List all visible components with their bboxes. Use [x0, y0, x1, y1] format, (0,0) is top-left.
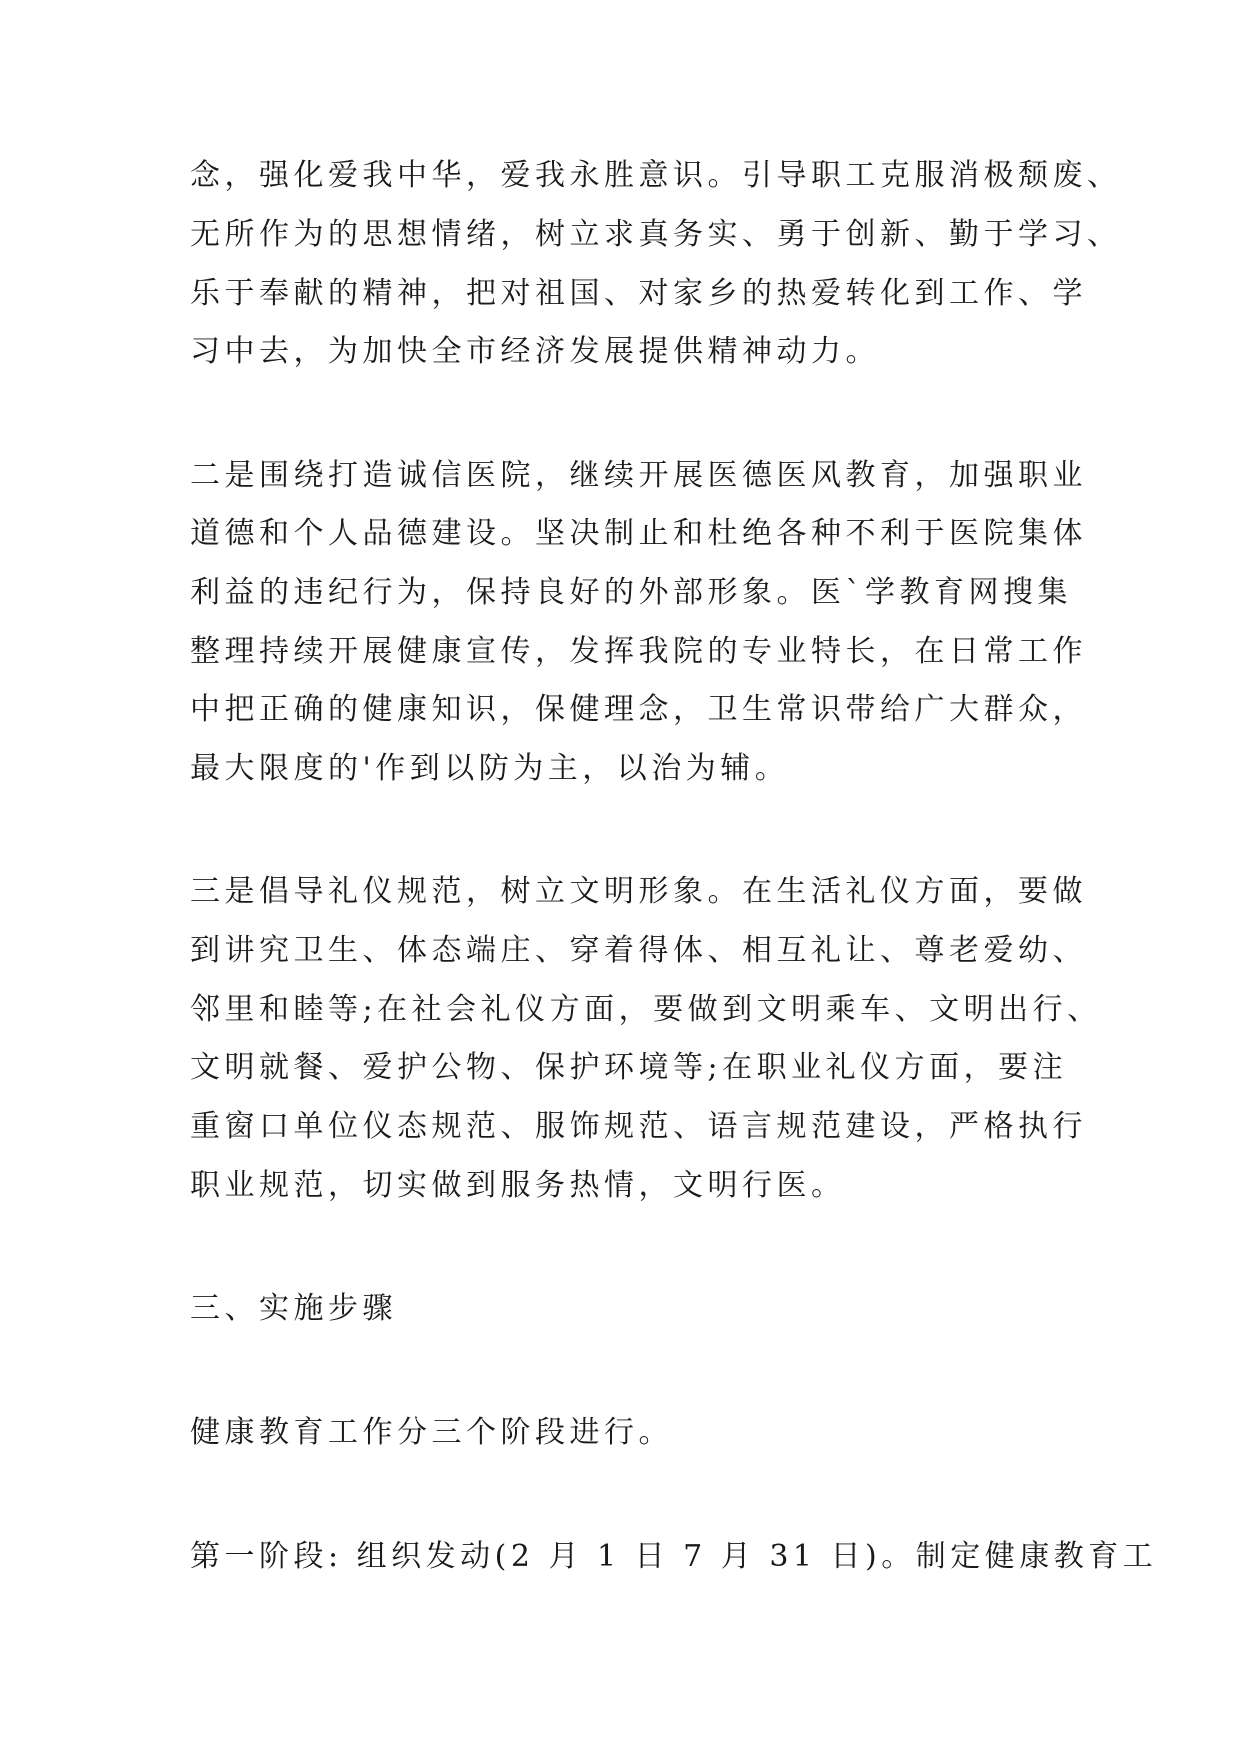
paragraph-line: 文明就餐、爱护公物、保护环境等;在职业礼仪方面，要注	[190, 1050, 1068, 1085]
paragraph-line: 习中去，为加快全市经济发展提供精神动力。	[190, 334, 880, 369]
paragraph-line: 乐于奉献的精神，把对祖国、对家乡的热爱转化到工作、学	[190, 276, 1087, 311]
paragraph-line: 道德和个人品德建设。坚决制止和杜绝各种不利于医院集体	[190, 516, 1087, 551]
paragraph-line: 重窗口单位仪态规范、服饰规范、语言规范建设，严格执行	[190, 1109, 1087, 1144]
paragraph-line: 整理持续开展健康宣传，发挥我院的专业特长，在日常工作	[190, 634, 1087, 669]
paragraph-line: 二是围绕打造诚信医院，继续开展医德医风教育，加强职业	[190, 458, 1087, 493]
paragraph-line: 邻里和睦等;在社会礼仪方面，要做到文明乘车、文明出行、	[190, 992, 1102, 1027]
paragraph-line: 最大限度的'作到以防为主，以治为辅。	[190, 751, 790, 786]
paragraph-line: 中把正确的健康知识，保健理念，卫生常识带给广大群众，	[190, 692, 1087, 727]
paragraph-4: 健康教育工作分三个阶段进行。	[190, 1415, 673, 1450]
section-heading: 三、实施步骤	[190, 1291, 397, 1326]
paragraph-line: 念，强化爱我中华，爱我永胜意识。引导职工克服消极颓废、	[190, 158, 1122, 193]
paragraph-5: 第一阶段: 组织发动(2 月 1 日 7 月 31 日)。制定健康教育工	[190, 1539, 1158, 1574]
paragraph-line: 职业规范，切实做到服务热情，文明行医。	[190, 1168, 846, 1203]
paragraph-line: 无所作为的思想情绪，树立求真务实、勇于创新、勤于学习、	[190, 217, 1122, 252]
paragraph-line: 到讲究卫生、体态端庄、穿着得体、相互礼让、尊老爱幼、	[190, 933, 1087, 968]
paragraph-line: 三是倡导礼仪规范，树立文明形象。在生活礼仪方面，要做	[190, 874, 1087, 909]
paragraph-line: 利益的违纪行为，保持良好的外部形象。医`学教育网搜集	[190, 575, 1072, 610]
